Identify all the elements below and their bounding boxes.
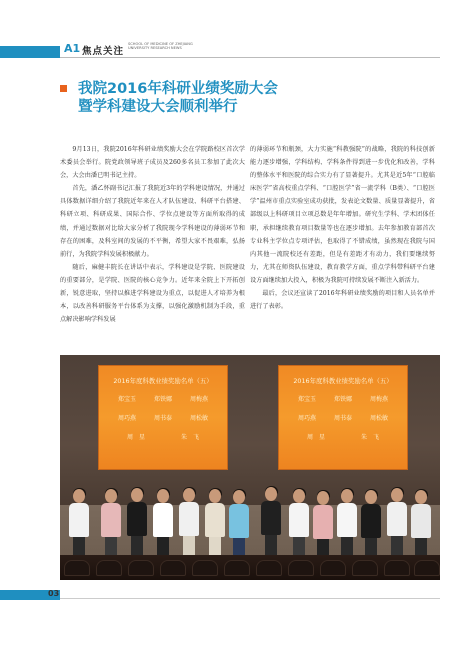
seat — [96, 560, 122, 576]
paragraph: 最后，会议还宣读了2016年科研业绩奖励的项目和人员名单并进行了表彰。 — [250, 290, 435, 311]
seat — [128, 560, 154, 576]
award-name: 郑铁娜 — [333, 396, 352, 403]
award-names — [99, 394, 227, 451]
seat-row — [60, 560, 440, 580]
name-row — [99, 432, 227, 441]
article-column-right — [250, 143, 435, 313]
screen-title: 2016年度科教业绩奖励名单（五） — [293, 377, 393, 385]
title-bullet-icon — [60, 85, 67, 92]
article-column-left — [60, 143, 245, 326]
award-name: 周松敏 — [189, 415, 208, 422]
person-figure — [312, 491, 334, 559]
person-figure — [204, 489, 226, 557]
section-title: 焦点关注 — [82, 46, 125, 57]
award-name: 周 星 — [126, 434, 145, 441]
award-name: 周书泰 — [153, 415, 172, 422]
name-row — [279, 394, 407, 403]
person-figure — [100, 489, 122, 557]
award-name: 周巧燕 — [117, 415, 136, 422]
award-names — [279, 394, 407, 451]
seat — [288, 560, 314, 576]
title-line-1: 我院2016年科研业绩奖励大会 — [78, 81, 278, 97]
section-subtitle: SCHOOL OF MEDICINE OF ZHEJIANG UNIVERSITY RESEARCH NEWS — [128, 42, 193, 51]
page-number: 03 — [48, 589, 60, 598]
person-figure — [386, 488, 408, 556]
article-title — [60, 80, 320, 116]
award-name: 周梅燕 — [369, 396, 388, 403]
seat — [352, 560, 378, 576]
person-figure — [260, 487, 282, 555]
award-name: 朱 飞 — [180, 434, 199, 441]
section-code: A1 — [64, 42, 81, 55]
seat — [64, 560, 90, 576]
title-line-2: 暨学科建设大会顺利举行 — [78, 99, 238, 115]
award-name: 郑铁娜 — [153, 396, 172, 403]
person-figure — [410, 490, 432, 558]
projection-screen-left — [98, 365, 228, 470]
award-name: 周巧燕 — [297, 415, 316, 422]
paragraph: 9月13日，我院2016年科研业绩奖励大会在学院路校区首次学术委员会举行。院党政领导班子成员及260多名员工参加了此次大会，大会由潘已明书记主持。 — [60, 146, 245, 180]
paragraph: 首先，潘乙怀副书记汇报了我院近3年的学科建设情况，并通过具体数据详细介绍了我院近年来在人才队伍建设、科研平台搭建、科研立项、科研成果、国际合作、学位点建设等方面所取得的成绩，并通过数据对比给大家分析了我院现今学科建设的薄弱环节和存在的困难，及科室间的发展的不平衡，希望大家不畏艰难，弘扬前行，为我院学科发展积极献力。 — [60, 185, 245, 258]
seat — [192, 560, 218, 576]
name-row — [279, 413, 407, 422]
person-figure — [228, 490, 250, 558]
seat — [320, 560, 346, 576]
screen-title: 2016年度科教业绩奖励名单（五） — [113, 377, 213, 385]
event-photo — [60, 355, 440, 580]
award-name: 郑宝玉 — [117, 396, 136, 403]
paragraph: 随后，麻健丰院长在讲话中表示，学科建设是学院、医院建设的重要部分，是学院、医院的核心竞争力。近年来全院上下开拓创新，锐意进取，坚持以推进学科建设为重点，以促进人才培养为根本，以改善科研服务平台体系为支撑，以强化激励机制为手段，重点解决影响学科发展 — [60, 263, 245, 324]
projection-screen-right — [278, 365, 408, 470]
seat — [224, 560, 250, 576]
person-figure — [336, 489, 358, 557]
header-accent-bar — [0, 46, 60, 58]
header-divider — [60, 57, 440, 58]
seat — [256, 560, 282, 576]
seat — [414, 560, 440, 576]
person-figure — [178, 488, 200, 556]
footer-divider — [60, 598, 440, 599]
award-name: 朱 飞 — [360, 434, 379, 441]
award-name: 周 星 — [306, 434, 325, 441]
award-name: 周梅燕 — [189, 396, 208, 403]
section-header — [0, 38, 474, 60]
seat — [384, 560, 410, 576]
name-row — [99, 394, 227, 403]
name-row — [279, 432, 407, 441]
person-figure — [126, 488, 148, 556]
seat — [160, 560, 186, 576]
award-name: 周松敏 — [369, 415, 388, 422]
name-row — [99, 413, 227, 422]
person-figure — [360, 490, 382, 558]
person-figure — [288, 489, 310, 557]
person-figure — [152, 489, 174, 557]
award-name: 周书泰 — [333, 415, 352, 422]
person-figure — [68, 489, 90, 557]
award-name: 郑宝玉 — [297, 396, 316, 403]
paragraph: 的薄弱环节和瓶颈，大力实施“科教强院”的战略，我院的科技创新能力逐步增强，学科结构、学科条件得到进一步优化和改善，学科的整体水平和医院的综合实力有了显著提升。尤其是近5年“口腔临床医学”省高校重点学科、“口腔医学”省一流学科（B类）、“口腔医学”温州市重点实验室成功获批，发表论文数量、质量显著提升，省部级以上科研项目立项总数是年年增加。研究生学科、学术团体任职，承担继续教育项目数量等也在逐步增加。去年参加教育部首次专业科主学位点专项评估，也取得了不错成绩，虽然现在我院与国内其他一流院校还有差距，但是有差距才有动力，我们要继续努力，尤其在师资队伍建设，教育教学方面，重点学科带科研平台建设方面继续加大投入，积极为我院可持续发展不断注入新活力。 — [250, 146, 435, 284]
